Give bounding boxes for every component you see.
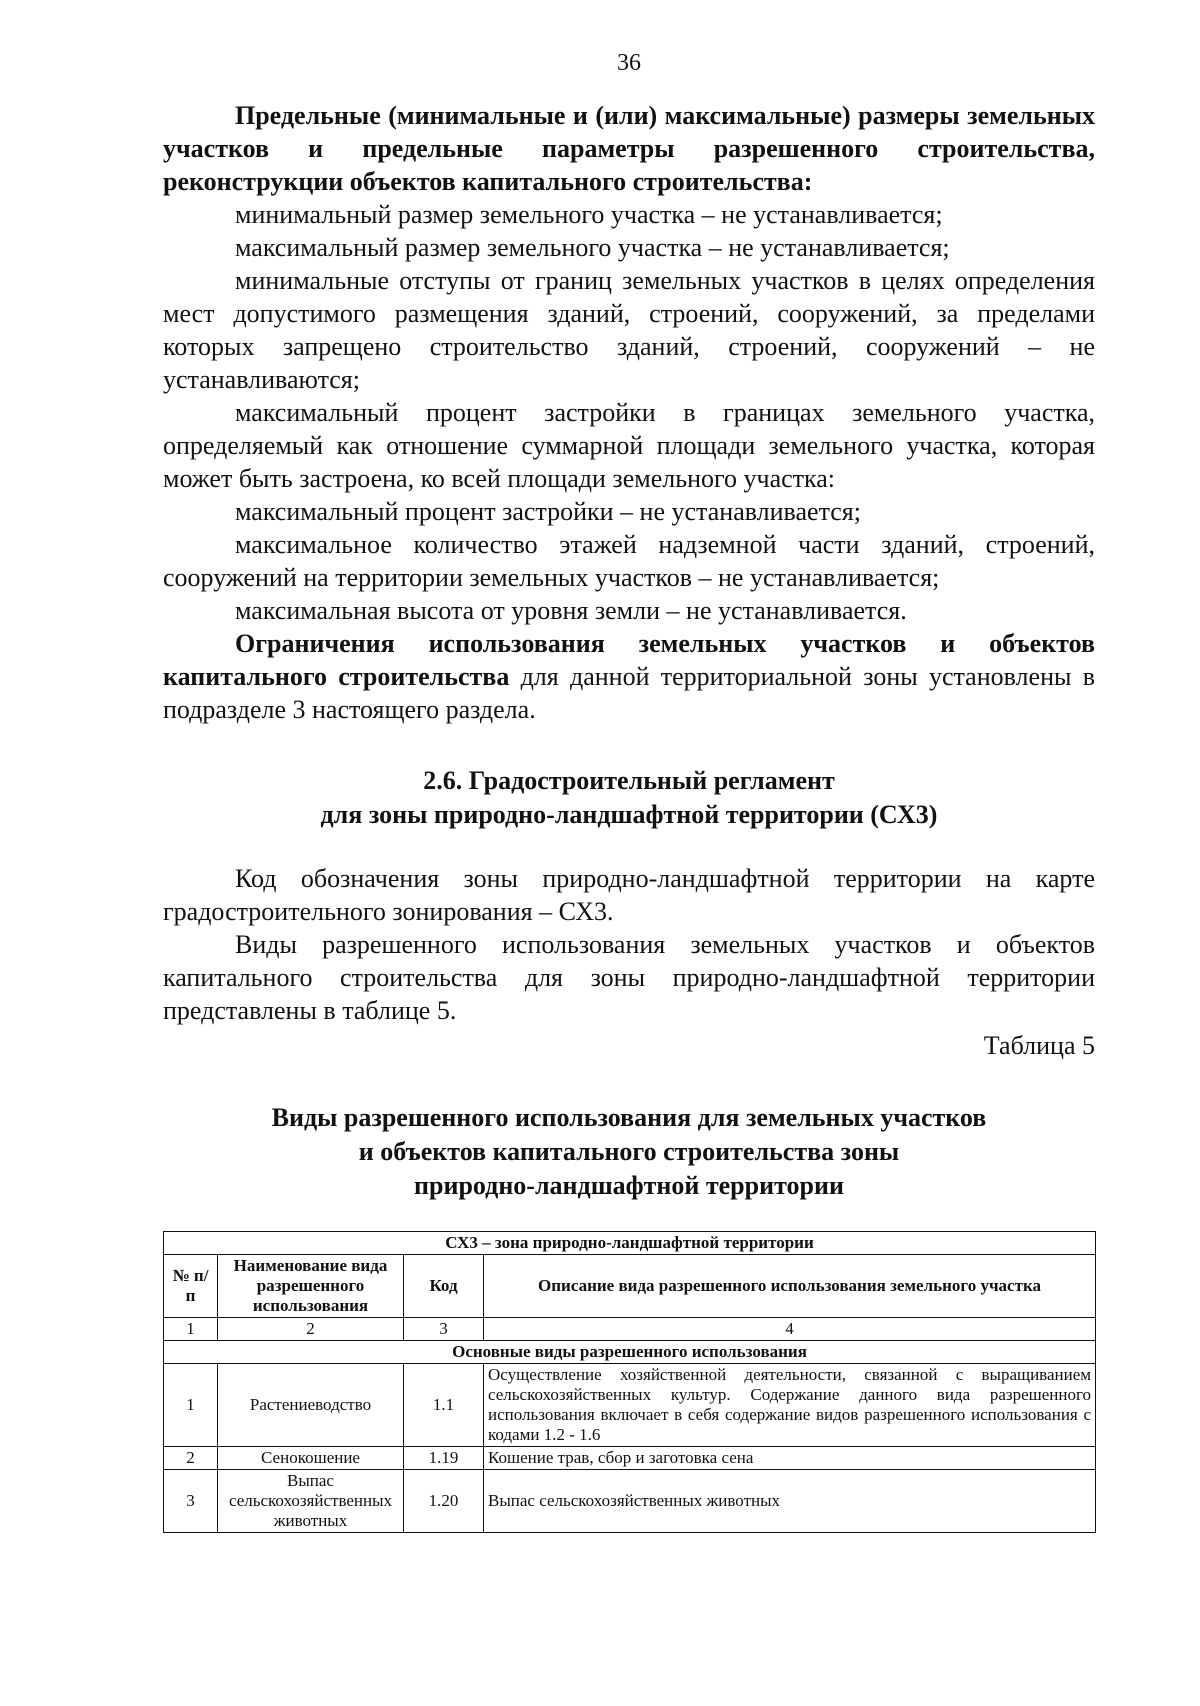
limits-item: минимальный размер земельного участка – не устанавливается; (235, 200, 943, 229)
row-num: 2 (164, 1447, 218, 1470)
limits-item: максимальное количество этажей надземной части зданий, строений, сооружений на территории земельных участков – не устанавливается; (163, 530, 1095, 592)
restrictions-bold: Ограничения использования земельных участков и объектов капитального строительства (163, 629, 1095, 691)
section-title-line1: 2.6. Градостроительный регламент (423, 766, 835, 795)
section-paragraph: Код обозначения зоны природно-ландшафтной территории на карте градостроительного зонирования – СХ3. (163, 864, 1095, 926)
col-number: 3 (404, 1318, 484, 1341)
row-desc: Кошение трав, сбор и заготовка сена (484, 1447, 1096, 1470)
page-number: 36 (617, 50, 641, 76)
table-row (164, 1470, 1096, 1533)
row-num: 3 (164, 1470, 218, 1533)
group-header-row (164, 1341, 1096, 1364)
restrictions-paragraph (163, 627, 1095, 726)
row-desc: Осуществление хозяйственной деятельности, связанной с выращиванием сельскохозяйственных культур. Содержание данного вида разрешенного использования включает в себя содержание видов разрешенного использования с кодами 1.2 - 1.6 (484, 1364, 1096, 1447)
header-code: Код (404, 1255, 484, 1318)
table-title-line3: природно-ландшафтной территории (414, 1171, 844, 1200)
limits-item: максимальная высота от уровня земли – не устанавливается. (235, 596, 907, 625)
limits-item: максимальный процент застройки в границах земельного участка, определяемый как отношение суммарной площади земельного участка, которая может быть застроена, ко всей площади земельного участка: (163, 398, 1095, 493)
document-page (163, 50, 1095, 1533)
table-caption: Таблица 5 (983, 1031, 1095, 1060)
table-title (163, 1101, 1095, 1203)
section-paragraph: Виды разрешенного использования земельных участков и объектов капитального строительства для зоны природно-ландшафтной территории представлены в таблице 5. (163, 930, 1095, 1025)
row-name: Выпас сельскохозяйственных животных (218, 1470, 404, 1533)
col-number: 1 (164, 1318, 218, 1341)
col-number: 4 (484, 1318, 1096, 1341)
limits-heading: Предельные (минимальные и (или) максимальные) размеры земельных участков и предельные параметры разрешенного строительства, реконструкции объектов капитального строительства: (163, 101, 1095, 196)
row-name: Растениеводство (218, 1364, 404, 1447)
row-desc: Выпас сельскохозяйственных животных (484, 1470, 1096, 1533)
group-header: Основные виды разрешенного использования (164, 1341, 1096, 1364)
table-title-line2: и объектов капитального строительства зоны (358, 1137, 900, 1166)
row-code: 1.19 (404, 1447, 484, 1470)
col-number: 2 (218, 1318, 404, 1341)
zone-header: СХ3 – зона природно-ландшафтной территории (164, 1232, 1096, 1255)
limits-item: минимальные отступы от границ земельных участков в целях определения мест допустимого размещения зданий, строений, сооружений, за пределами которых запрещено строительство зданий, строений, сооружений – не устанавливаются; (163, 266, 1095, 394)
table-header-row (164, 1255, 1096, 1318)
restrictions-rest: для данной территориальной зоны установлены в подразделе 3 настоящего раздела. (163, 662, 1095, 724)
header-num: № п/п (164, 1255, 218, 1318)
column-number-row (164, 1318, 1096, 1341)
row-code: 1.1 (404, 1364, 484, 1447)
table-row (164, 1364, 1096, 1447)
row-num: 1 (164, 1364, 218, 1447)
land-use-table (163, 1231, 1096, 1533)
table-zone-row (164, 1232, 1096, 1255)
limits-item: максимальный размер земельного участка – не устанавливается; (235, 233, 950, 262)
limits-item: максимальный процент застройки – не устанавливается; (235, 497, 861, 526)
header-name: Наименование вида разрешенного использования (218, 1255, 404, 1318)
section-title (163, 764, 1095, 832)
section-title-line2: для зоны природно-ландшафтной территории (СХ3) (320, 800, 938, 829)
row-code: 1.20 (404, 1470, 484, 1533)
row-name: Сенокошение (218, 1447, 404, 1470)
header-desc: Описание вида разрешенного использования земельного участка (484, 1255, 1096, 1318)
table-row (164, 1447, 1096, 1470)
table-title-line1: Виды разрешенного использования для земельных участков (271, 1103, 987, 1132)
